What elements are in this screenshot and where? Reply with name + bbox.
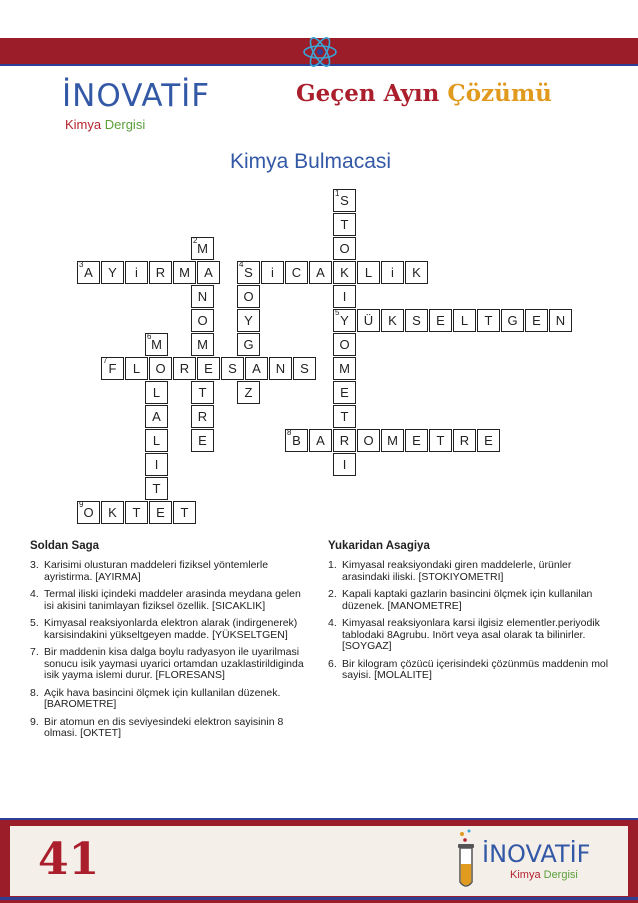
crossword-cell: Ü bbox=[357, 309, 380, 332]
crossword-cell: M bbox=[381, 429, 404, 452]
clue-item-text: Termal iliski içindeki maddeler arasinda meydana gelen isi akisini tanimlayan fiziksel özellik. [SICAKLIK] bbox=[44, 588, 301, 612]
crossword-cell: I bbox=[333, 453, 356, 476]
clue-number: 6 bbox=[147, 332, 152, 341]
crossword-cell: O bbox=[77, 501, 100, 524]
clue-item bbox=[30, 618, 310, 641]
clue-number: 3 bbox=[79, 260, 84, 269]
crossword-cell: L bbox=[357, 261, 380, 284]
crossword-cell: C bbox=[285, 261, 308, 284]
clue-item-number: 1. bbox=[328, 559, 337, 571]
crossword-cell: E bbox=[197, 357, 220, 380]
clue-item-text: Karisimi olusturan maddeleri fiziksel yöntemlerle ayristirma. [AYIRMA] bbox=[44, 559, 269, 583]
crossword-cell: A bbox=[309, 429, 332, 452]
clue-item bbox=[30, 688, 310, 711]
section-title-part2: Çözümü bbox=[447, 80, 552, 107]
crossword-cell: B bbox=[285, 429, 308, 452]
crossword-cell: R bbox=[333, 429, 356, 452]
crossword-cell: I bbox=[333, 285, 356, 308]
crossword-cell: E bbox=[405, 429, 428, 452]
crossword-cell: R bbox=[173, 357, 196, 380]
crossword-cell: S bbox=[333, 189, 356, 212]
crossword-cell: S bbox=[237, 261, 260, 284]
clue-item-number: 3. bbox=[30, 559, 39, 571]
crossword-cell: M bbox=[191, 333, 214, 356]
crossword-cell: Z bbox=[237, 381, 260, 404]
crossword-cell: N bbox=[269, 357, 292, 380]
crossword-cell: E bbox=[333, 381, 356, 404]
crossword-cell: i bbox=[381, 261, 404, 284]
crossword-cell: Y bbox=[237, 309, 260, 332]
crossword-cell: F bbox=[101, 357, 124, 380]
clue-number: 1 bbox=[335, 189, 340, 198]
clue-number: 2 bbox=[193, 236, 198, 245]
crossword-cell: M bbox=[173, 261, 196, 284]
crossword-cell: T bbox=[173, 501, 196, 524]
crossword-cell: M bbox=[333, 357, 356, 380]
clue-item bbox=[30, 647, 310, 682]
crossword-cell: E bbox=[149, 501, 172, 524]
crossword-cell: A bbox=[309, 261, 332, 284]
crossword-cell: T bbox=[477, 309, 500, 332]
clue-number: 7 bbox=[103, 356, 108, 365]
crossword-cell: T bbox=[145, 477, 168, 500]
clues-across-title: Soldan Saga bbox=[30, 540, 100, 552]
clue-item-number: 4. bbox=[328, 617, 337, 629]
crossword-cell: M bbox=[145, 333, 168, 356]
clue-item-number: 6. bbox=[328, 657, 337, 670]
crossword-cell: N bbox=[549, 309, 572, 332]
crossword-cell: L bbox=[145, 429, 168, 452]
clue-item bbox=[328, 618, 614, 653]
clue-item bbox=[30, 589, 310, 612]
crossword-cell: S bbox=[405, 309, 428, 332]
clues-down-title: Yukaridan Asagiya bbox=[328, 540, 430, 552]
clue-item-text: Kimyasal reaksiyonlara karsi ilgisiz elementler.periyodik tablodaki 8Agrubu. Inört veya asal olarak ta bilinirler. [SOYGAZ] bbox=[342, 617, 600, 652]
crossword-cell: L bbox=[125, 357, 148, 380]
clue-number: 5 bbox=[335, 308, 340, 317]
puzzle-title: Kimya Bulmacasi bbox=[230, 150, 392, 173]
crossword-cell: S bbox=[221, 357, 244, 380]
page-number: 41 bbox=[38, 834, 100, 885]
crossword-cell: I bbox=[145, 453, 168, 476]
test-tube-icon bbox=[450, 828, 484, 892]
crossword-cell: G bbox=[237, 333, 260, 356]
crossword-cell: T bbox=[429, 429, 452, 452]
crossword-cell: T bbox=[333, 213, 356, 236]
magazine-brand: İNOVATİF bbox=[62, 78, 211, 114]
crossword-cell: O bbox=[191, 309, 214, 332]
crossword-cell: Y bbox=[333, 309, 356, 332]
clue-number: 8 bbox=[287, 428, 292, 437]
crossword-cell: M bbox=[191, 237, 214, 260]
crossword-cell: A bbox=[77, 261, 100, 284]
clue-item-text: Kimyasal reaksiyondaki giren maddelerle, ürünler arasindaki iliski. [STOKIYOMETRI] bbox=[342, 559, 572, 583]
clue-number: 9 bbox=[79, 500, 84, 509]
clue-item-text: Bir maddenin kisa dalga boylu radyasyon ile uyarilmasi sonucu isik yaymasi uyarici ortamdan uzaklastirildiginda isik yayma islemi durur. [FLORESANS] bbox=[44, 646, 304, 681]
footer-subtitle bbox=[510, 869, 578, 881]
crossword-cell: Y bbox=[101, 261, 124, 284]
crossword-cell: O bbox=[237, 285, 260, 308]
clue-item-text: Bir atomun en dis seviyesindeki elektron sayisinin 8 olmasi. [OKTET] bbox=[44, 715, 284, 739]
clue-item-number: 7. bbox=[30, 646, 39, 658]
crossword-cell: L bbox=[145, 381, 168, 404]
clue-item-number: 2. bbox=[328, 588, 337, 600]
clue-item-number: 5. bbox=[30, 617, 39, 629]
footer-subtitle-dergisi: Dergisi bbox=[543, 869, 578, 881]
crossword-cell: K bbox=[333, 261, 356, 284]
footer-bottom-line bbox=[0, 897, 638, 900]
clue-item-number: 9. bbox=[30, 715, 39, 728]
crossword-cell: G bbox=[501, 309, 524, 332]
subtitle-kimya: Kimya bbox=[65, 117, 102, 132]
crossword-cell: O bbox=[357, 429, 380, 452]
crossword-cell: A bbox=[245, 357, 268, 380]
clue-item-text: Kapali kaptaki gazlarin basincini ölçmek için kullanilan düzenek. [MANOMETRE] bbox=[342, 588, 593, 612]
crossword-cell: A bbox=[197, 261, 220, 284]
clues-across bbox=[30, 540, 310, 746]
subtitle-dergisi: Dergisi bbox=[104, 117, 146, 132]
footer-subtitle-kimya: Kimya bbox=[510, 869, 541, 881]
crossword-cell: i bbox=[125, 261, 148, 284]
crossword-cell: R bbox=[149, 261, 172, 284]
clue-item bbox=[328, 659, 614, 682]
crossword-cell: S bbox=[293, 357, 316, 380]
clue-item-text: Bir kilogram çözücü içerisindeki çözünmüs maddenin mol sayisi. [MOLALITE] bbox=[342, 657, 609, 681]
crossword-cell: E bbox=[429, 309, 452, 332]
crossword-cell: O bbox=[149, 357, 172, 380]
crossword-cell: E bbox=[191, 429, 214, 452]
crossword-cell: N bbox=[191, 285, 214, 308]
clues-down bbox=[328, 540, 614, 688]
clue-item-number: 4. bbox=[30, 588, 39, 600]
crossword-cell: K bbox=[405, 261, 428, 284]
crossword-cell: A bbox=[145, 405, 168, 428]
clue-item bbox=[328, 589, 614, 612]
crossword-cell: O bbox=[333, 237, 356, 260]
clue-item-text: Açik hava basincini ölçmek için kullanilan düzenek. [BAROMETRE] bbox=[44, 686, 281, 710]
clue-item-number: 8. bbox=[30, 686, 39, 699]
footer-brand: İNOVATİF bbox=[482, 840, 591, 868]
clues-across-list bbox=[30, 560, 310, 740]
clue-item bbox=[30, 717, 310, 740]
crossword-cell: R bbox=[453, 429, 476, 452]
crossword-cell: L bbox=[453, 309, 476, 332]
clues-down-list bbox=[328, 560, 614, 682]
crossword-cell: K bbox=[381, 309, 404, 332]
clue-item bbox=[30, 560, 310, 583]
crossword-cell: T bbox=[333, 405, 356, 428]
clue-number: 4 bbox=[239, 260, 244, 269]
crossword-cell: T bbox=[125, 501, 148, 524]
crossword-cell: R bbox=[191, 405, 214, 428]
clue-item bbox=[328, 560, 614, 583]
crossword-cell: E bbox=[477, 429, 500, 452]
section-title-part1: Geçen Ayın bbox=[296, 80, 440, 107]
clue-item-text: Kimyasal reaksiyonlarda elektron alarak (indirgenerek) karsisindakini yükseltgeyen madde. [YÜKSELTGEN] bbox=[44, 617, 298, 641]
crossword-cell: O bbox=[333, 333, 356, 356]
crossword-cell: T bbox=[191, 381, 214, 404]
crossword-cell: K bbox=[101, 501, 124, 524]
crossword-cell: i bbox=[261, 261, 284, 284]
crossword-cell: E bbox=[525, 309, 548, 332]
